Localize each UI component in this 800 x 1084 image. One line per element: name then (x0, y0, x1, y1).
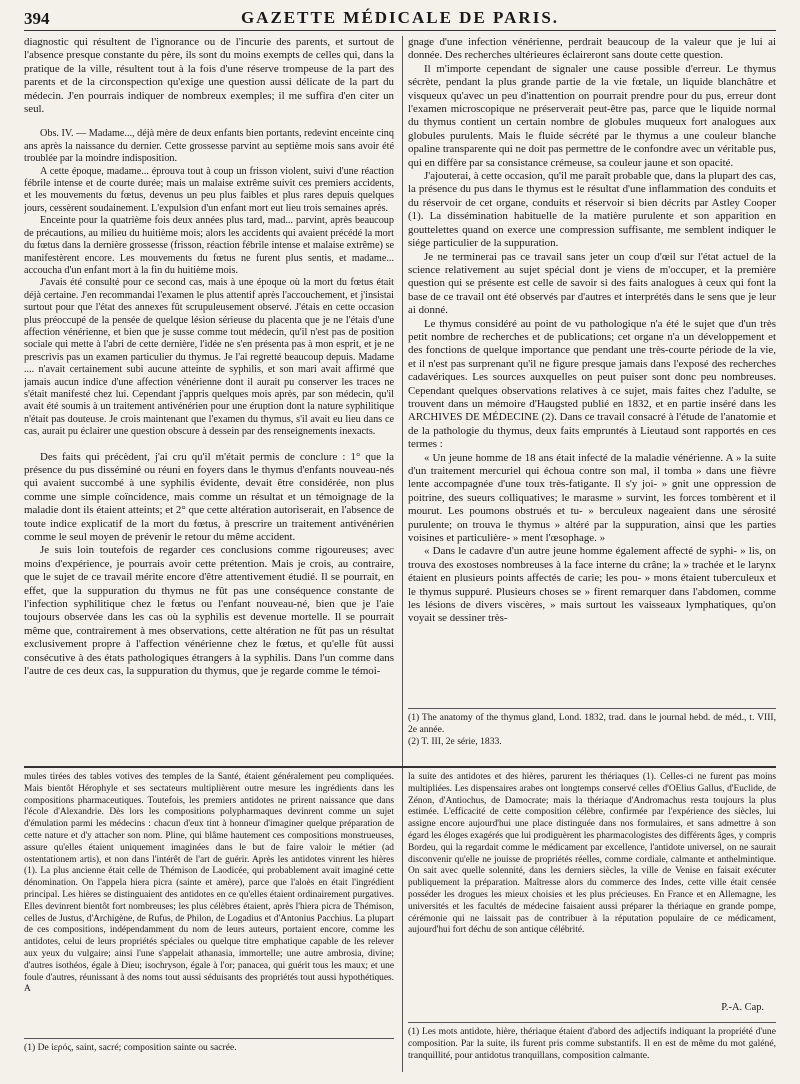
paragraph: Enceinte pour la quatrième fois deux années plus tard, mad... parvint, après beaucoup de précautions, au milieu du huitième mois; alors les accidents qui avaient précédé la mort du fœtus dans la dernière grossesse (frisson, réaction fébrile intense et malaise extrême) se manifestèrent encore. Les mouvements du fœtus ne furent plus sentis, et madame... accoucha d'un enfant mort à la fin du huitième mois. (24, 215, 394, 276)
lower-column-divider (402, 772, 403, 1072)
lower-right-column (408, 772, 776, 996)
paragraph: A cette époque, madame... éprouva tout à coup un frisson violent, suivi d'une réaction fébrile intense et de courte durée; mais un malaise extrême suivit ces premiers accidents, et les mouvements du fœtus, devenus un peu plus faibles et plus rares depuis quelques jours, cessèrent soudainement. L'expulsion d'un enfant mort eut lieu trois semaines après. (24, 165, 394, 214)
upper-right-footnote-rule (408, 708, 776, 709)
author-signature: P.-A. Cap. (721, 1002, 764, 1013)
footnote: (2) T. III, 2e série, 1833. (408, 736, 502, 748)
lower-left-column (24, 772, 394, 1034)
footnote-theriaques: (1) Les mots antidote, hière, thériaque étaient d'abord des adjectifs indiquant la propriété d'une composition. Par la suite, ils furent pris comme substantifs. Il en est de même du mot galéné, tranquillité, pour antidotus tranquillans, composition calmante. (408, 1026, 776, 1062)
paragraph: Je ne terminerai pas ce travail sans jeter un coup d'œil sur l'état actuel de la science relativement au sujet spécial dont je viens de m'occuper, et la première question qui se présente est celle de savoir si des faits analogues à ceux qui font la base de ce travail ont été observés par d'autres et interprétés dans le sens que je leur ai donné. (408, 250, 776, 317)
paragraph: la suite des antidotes et des hières, parurent les thériaques (1). Celles-ci ne furent pas moins multipliées. Les dispensaires arabes ont longtemps conservé celles d'OElius Gallus, d'Euclide, de Zénon, d'Antiochus, de Damocrate; mais la thériaque d'Andromachus resta toujours la plus estimée. L'efficacité de cette composition célèbre, confirmée par l'expérience des siècles, lui assigne encore aujourd'hui une place distinguée dans nos formulaires, et sans admettre à son égard les éloges exagérés que lui prodiguèrent les pharmacologistes des différents âges, y compris Bordeu, qui la regardait comme le médicament par excellence, l'antidote universel, on ne saurait disconvenir qu'elle ne jouisse de propriétés réelles, comme cordiale, calmante et anthelmintique. On sait avec quelle solennité, dans les derniers siècles, la ville de Venise en faisait exécuter publiquement la préparation. Maîtresse alors du commerce des Indes, cette ville était censée posséder les drogues les mieux choisies et les plus précieuses. En France et en Allemagne, les universités et les facultés de médecine faisaient aussi préparer la thériaque en grande pompe, cérémonie qui ne laissait pas de contribuer à la réputation populaire de ce médicament, aujourd'hui fort déchu de son antique célébrité. (408, 772, 776, 936)
paragraph: gnage d'une infection vénérienne, perdrait beaucoup de la valeur que je lui ai donnée. Des recherches ultérieures éclaireront sans doute cette question. (408, 36, 776, 62)
paragraph: « Dans le cadavre d'un autre jeune homme également affecté de syphi- » lis, on trouva des exostoses nombreuses à la face interne du crâne; la » trachée et le larynx étaient en plusieurs points affectés de carie; les pou- » mons étaient tuberculeux et le thymus suppuré. Plusieurs choses se » firent remarquer dans l'abdomen, comme les lésions de divers viscères, » mais surtout les vaisseaux lymphatiques, qu'on voyait se dessiner très- (408, 545, 776, 625)
footnote-hieres: (1) De ἱερός, saint, sacré; composition sainte ou sacrée. (24, 1042, 237, 1053)
paragraph: Obs. IV. — Madame..., déjà mère de deux enfants bien portants, redevint enceinte cinq ans après la naissance du dernier. Cette grossesse parvint au septième mois sans avoir été troublée par la moindre indisposition. (24, 128, 394, 165)
lower-left-footnote (24, 1042, 394, 1066)
footnote: (1) The anatomy of the thymus gland, Lond. 1832, trad. dans le journal hebd. de méd., t. VIII, 2e année. (408, 712, 776, 736)
paragraph: Le thymus considéré au point de vu pathologique n'a été le sujet que d'un très petit nombre de recherches et de publications; cet organe n'a un développement et des fonctions de quelque importance que pendant une très-courte période de la vie, et il n'est pas surprenant qu'il ne figure presque jamais dans l'exposé des recherches cadavériques. Les sources auxquelles on peut puiser sont donc peu nombreuses. Cependant quelques observations relatives à ce sujet, mais faites chez l'adulte, se trouvent dans un mémoire d'Haugsted publié en 1832, et en partie inséré dans les ARCHIVES DE MÉDECINE (2). Dans ce travail consacré à l'étude de l'anatomie et de la pathologie du thymus, deux faits empruntés à Lieutaud sont rapportés en ces termes : (408, 317, 776, 451)
page-header (0, 0, 800, 30)
lower-left-footnote-rule (24, 1038, 394, 1039)
journal-title: GAZETTE MÉDICALE DE PARIS. (240, 8, 560, 27)
paragraph: diagnostic qui résultent de l'ignorance ou de l'incurie des parents, et surtout de l'absence presque constante du père, ils sont du moins exempts de celles qui, dans la pratique de la ville, résultent tout à la fois d'une réserve trompeuse de la part des parents et de la circonspection qu'exige une question aussi délicate de la part du médecin. J'en pourrais indiquer de nombreux exemples; il me suffira d'en citer un seul. (24, 36, 394, 116)
paragraph: Il m'importe cependant de signaler une cause possible d'erreur. Le thymus sécrète, pendant la plus grande partie de la vie fœtale, un liquide blanchâtre et visqueux qu'avec un peu d'inattention on pourrait prendre pour du pus, erreur dont l'examen microscopique ne préserverait peut-être pas, parce que le liquide normal du thymus contient un certain nombre de globules muqueux fort analogues aux globules purulents. Mais le fluide sécrété par le thymus a une couleur blanche opaline transparente qui ne doit pas permettre de le confondre avec un véritable pus, qui en diffère par sa consistance crémeuse, sa couleur jaune et son opacité. (408, 62, 776, 169)
paragraph: Des faits qui précèdent, j'ai cru qu'il m'était permis de conclure : 1° que la présence du pus disséminé ou réuni en foyers dans le thymus d'enfants nouveau-nés qui avaient succombé à une syphilis évidente, devait être considérée, non plus comme une simple coïncidence, mais comme un résultat et un témoignage de la maladie dont ils étaient atteints; et 2° que cette altération autoriserait, en l'absence de toute indice explicatif de la mort du fœtus, à prescrire un traitement antivénérien comme le seul moyen de prévenir le retour du même accident. (24, 450, 394, 544)
paragraph: mules tirées des tables votives des temples de la Santé, étaient généralement peu compliquées. Mais bientôt Hérophyle et ses sectateurs multiplièrent outre mesure les ingrédients dans les compositions pharmaceutiques. Toutefois, les premiers antidotes ne prirent naissance que dans l'école d'Alexandrie. Dès lors les compositions polypharmaques devinrent comme un sujet d'émulation parmi les médecins : chacun d'eux tint à honneur d'imaginer quelque préparation de cette nature et d'y attacher son nom. Pline, qui blâme hautement ces compositions monstrueuses, assure qu'elles étaient uniquement imaginées dans le but de faire valoir le métier (ad ostentationem artis), et non dans l'intérêt de l'art de guérir. Après les antidotes vinrent les hières (1). La plus ancienne était celle de Thémison de Laodicée, qui probablement avait imaginé cette dénomination. On l'appela hiera picra (sainte et amère), parce que l'aloès en était l'ingrédient principal. Les hières se distinguaient des antidotes en ce qu'elles étaient ordinairement purgatives. Elles devinrent bientôt fort nombreuses; les plus célèbres étaient, après l'hiera picra de Thémison, celles de Justus, d'Archigène, de Rufus, de Philon, de Logadius et d'Antonius Pacchius. La plupart de ces compositions, indépendamment du nom de leurs auteurs, portaient encore, comme les antidotes, celui de leurs propriétés spéciales ou quelque titre emphatique capable de les relever aux yeux du vulgaire; ainsi l'une s'appelait athanasia, immortelle; une autre ambrosia, divine; d'autres isothéos, égale à Dieu; isochryson, égale à l'or; panacea, qui guérit tous les maux; et une foule d'autres, réunissant à des noms tout aussi séduisants des propriétés tout aussi hypothétiques. A (24, 772, 394, 995)
signature-block (408, 996, 776, 1014)
section-rule (24, 766, 776, 768)
lower-right-footnote (408, 1026, 776, 1078)
paragraph: « Un jeune homme de 18 ans était infecté de la maladie vénérienne. A » la suite d'un traitement mercuriel qui échoua contre son mal, il tomba » dans une fièvre lente accompagnée d'une toux très-fatigante. Il s'y joi- » gnit une oppression de poitrine, des sueurs colliquatives; le marasme » survint, les forces tombèrent et il mourut. Les poumons obstrués et tu- » berculeux nageaient dans une sérosité purulente; on trouva le thymus » altéré par la suppuration, ainsi que les parties voisines et particulière- » ment l'œsophage. » (408, 451, 776, 545)
upper-left-column (24, 36, 394, 736)
lower-right-footnote-rule (408, 1022, 776, 1023)
header-rule (24, 30, 776, 31)
paragraph: J'ajouterai, à cette occasion, qu'il me paraît probable que, dans la plupart des cas, la présence du pus dans le thymus est le résultat d'une inflammation des conduits et du réservoir de cet organe, conduits et réservoir si bien décrits par Astley Cooper (1). La dissémination habituelle de la matière purulente et son apparition en gouttelettes quand on exerce une compression suffisante, me semblent indiquer le siége particulier de la suppuration. (408, 170, 776, 250)
upper-right-column (408, 36, 776, 704)
upper-column-divider (402, 36, 403, 776)
upper-right-footnotes (408, 712, 776, 756)
page-number: 394 (24, 9, 50, 28)
paragraph: Je suis loin toutefois de regarder ces conclusions comme rigoureuses; avec moins d'expérience, je pourrais avoir cette prétention. Mais je crois, au contraire, que le sujet de ce travail mérite encore d'être attentivement étudié. Il se pourrait, en effet, que la suppuration du thymus ne fût pas une conséquence constante de l'infection syphilitique chez le fœtus ou l'enfant nouveau-né, bien que je l'aie toujours observée dans les cas où la syphilis est devenue mortelle. Il se pourrait même que, contrairement à mes observations, cette altération ne fût pas un résultat exclusivement propre à l'affection vénérienne chez le fœtus, et qu'elle fût aussi consécutive à des états pathologiques étrangers à la syphilis. Dans l'un comme dans l'autre de ces deux cas, la suppuration du thymus, que je regarde comme le témoi- (24, 544, 394, 678)
paragraph: J'avais été consulté pour ce second cas, mais à une époque où la mort du fœtus était déjà certaine. J'en recommandai l'examen le plus attentif après l'accouchement, et j'insistai surtout pour que l'état des annexes fût scrupuleusement observé. J'étais en cette occasion plus préoccupé de la pensée de quelque lésion sérieuse du placenta que je ne l'étais d'une affection vénérienne, et bien que je susse comme tout médecin, qu'il n'est pas de position sociale qui mette à l'abri de cette dernière, l'idée ne s'en présenta pas à mon esprit, et je ne prescrivis pas un examen particulier du thymus. Je l'ai regretté beaucoup depuis. Madame .... n'avait certainement subi aucune atteinte de syphilis, et son mari avait affirmé que jamais aucun indice d'une affection vénérienne dont il aurait pu conserver les traces ne s'était manifesté chez lui. Cependant j'appris quelques mois après, par son médecin, qu'il avait été soumis à un traitement antivénérien pour une éruption dont la nature syphilitique n'était pas douteuse. Je crois maintenant que l'examen du thymus, s'il avait eu lieu dans ce cas, aurait pu éclairer une question obscure à dessein par des renseignements inexacts. (24, 277, 394, 438)
